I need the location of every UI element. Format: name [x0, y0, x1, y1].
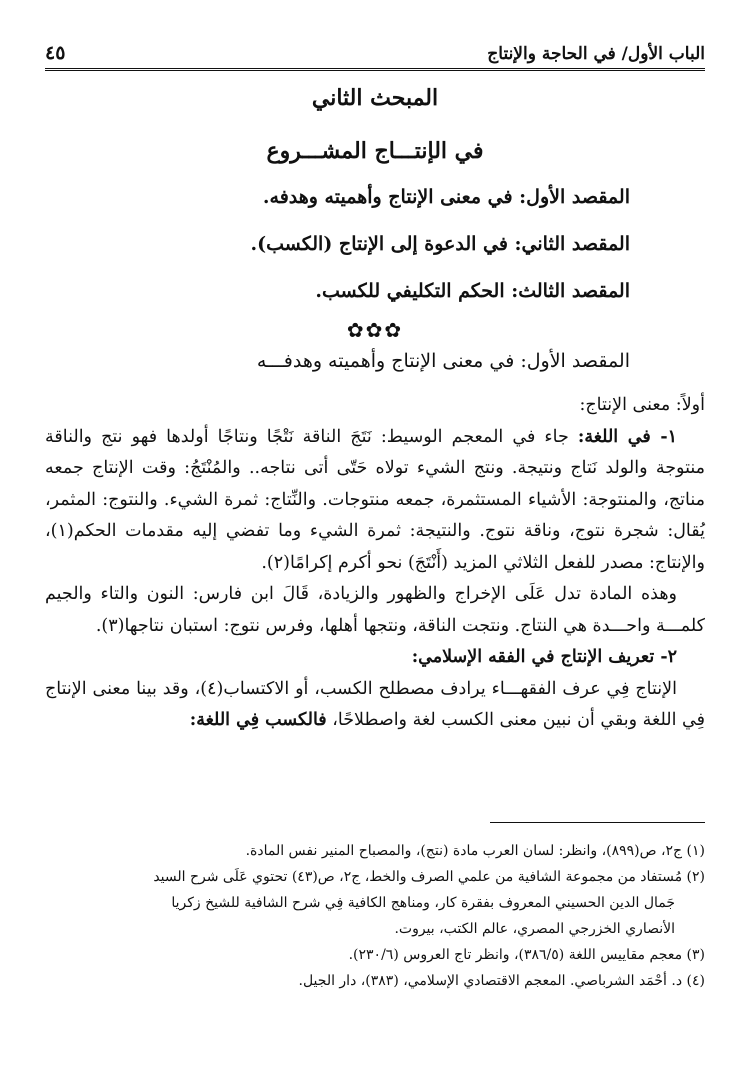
item1-label: ١- في اللغة:: [577, 426, 677, 447]
footnote-divider: [490, 822, 705, 823]
outline-item-3: المقصد الثالث: الحكم التكليفي للكسب.: [315, 280, 630, 302]
footnote-2-cont-2: الأنصاري الخزرجي المصري، عالم الكتب، بيروت.: [394, 921, 675, 937]
paragraph3-bold: فالكسب فِي اللغة:: [189, 710, 327, 730]
section-outline: [60, 182, 630, 323]
footnote-2-cont-1: جَمال الدين الحسيني المعروف بفقرة كار، ومناهج الكافية فِي شرح الشافية للشيخ زكريا: [171, 895, 675, 911]
footnote-4: (٤) د. أحْمَد الشرباصي. المعجم الاقتصادي الإسلامي، (٣٨٣)، دار الجيل.: [298, 973, 705, 989]
paragraph3-text: الإنتاج فِي عرف الفقهـــاء يرادف مصطلح الكسب، أو الاكتساب(٤)، وقد بينا معنى الإنتاج فِي اللغة وبقي أن نبين معنى الكسب لغة واصطلاحًا،: [45, 678, 705, 730]
footnotes: [45, 838, 705, 994]
footnote-1: (١) ج٢، ص(٨٩٩)، وانظر: لسان العرب مادة (نتج)، والمصباح المنير نفس المادة.: [245, 843, 705, 859]
heading-meaning: أولاً: معنى الإنتاج:: [579, 395, 705, 415]
paragraph-root: وهذه المادة تدل عَلَى الإخراج والظهور والزيادة، قَالَ ابن فارس: النون والتاء والجيم كلمـــة واحـــدة هي النتاج. ونتجت الناقة، ونتجها أهلها، وفرس نتوج: استبان نتاجها(٣).: [45, 584, 705, 636]
outline-item-2: المقصد الثاني: في الدعوة إلى الإنتاج (الكسب).: [250, 233, 630, 255]
chapter-heading: المقصد الأول: في معنى الإنتاج وأهميته وهدفـــه: [256, 350, 630, 372]
body-text: [45, 390, 705, 737]
outline-item-1: المقصد الأول: في معنى الإنتاج وأهميته وهدفه.: [262, 186, 630, 208]
heading-fiqh-definition: ٢- تعريف الإنتاج في الفقه الإسلامي:: [411, 647, 677, 667]
paragraph-linguistic: [45, 422, 705, 580]
page-number: ٤٥: [45, 42, 66, 64]
footnote-3: (٣) معجم مقاييس اللغة (٣٨٦/٥)، وانظر تاج العروس (٢٣٠/٦).: [348, 947, 705, 963]
paragraph-fiqh: [45, 674, 705, 737]
section-subtitle: في الإنتـــاج المشـــروع: [266, 138, 484, 164]
flower-ornament-icon: ✿✿✿: [346, 318, 404, 342]
running-header: [45, 30, 705, 71]
footnote-2: (٢) مُستفاد من مجموعة الشافية من علمي الصرف والخط، ج٢، ص(٤٣) تحتوي عَلَى شرح السيد: [153, 869, 705, 885]
item1-text: جاء في المعجم الوسيط: نَتَجَ الناقة نَتْجًا ونتاجًا أولدها فهو نتج والناقة منتوجة والولد نَتاج ونتيجة. ونتج الشيء تولاه حَتّى أتى نتاجه.. والمُنْتَجُ: وقت الإنتاج جمعه مناتج، والمنتوجة: الأشياء المستثمرة، جمعه منتوجات. والنِّتاج: ثمرة الشيء. والنتوج: المثمر، يُقال: شجرة نتوج، وناقة نتوج. والنتيجة: ثمرة الشيء وما تفضي إليه مقدمات الحكم(١)، والإنتاج: مصدر للفعل الثلاثي المزيد (أَنْتَجَ) نحو أكرم إكرامًا(٢).: [45, 426, 705, 573]
header-title: الباب الأول/ في الحاجة والإنتاج: [487, 44, 705, 64]
section-title: المبحث الثاني: [311, 85, 439, 111]
